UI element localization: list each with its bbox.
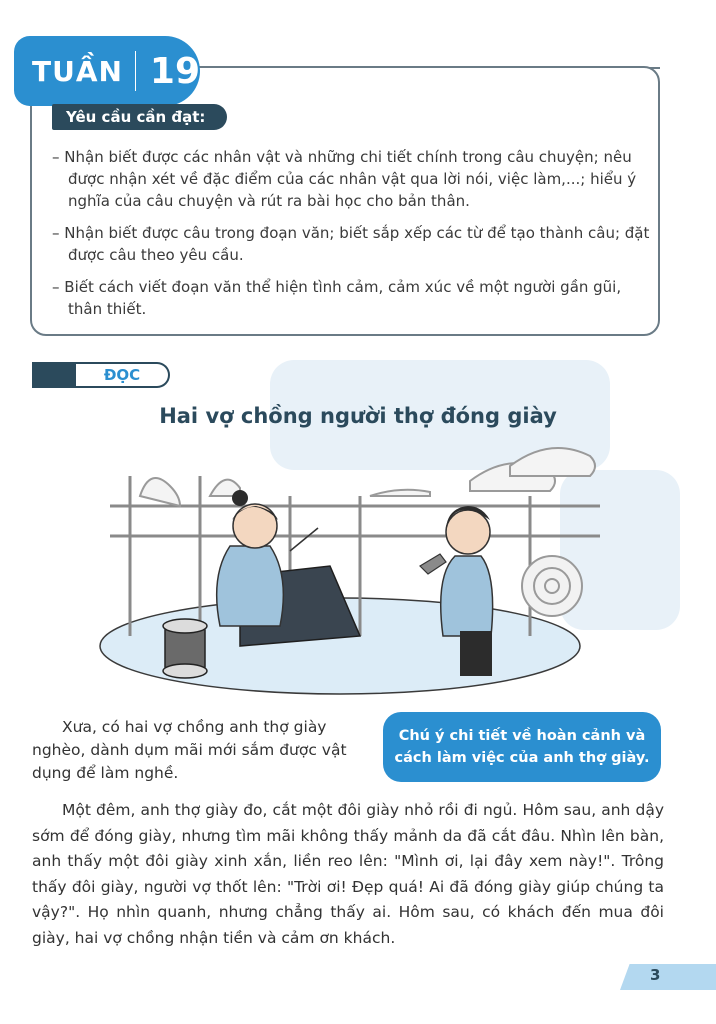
story-intro: Xưa, có hai vợ chồng anh thợ giày nghèo, dành dụm mãi mới sắm được vật dụng để làm nghề.	[32, 718, 347, 782]
story-paragraph: Một đêm, anh thợ giày đo, cắt một đôi giày nhỏ rồi đi ngủ. Hôm sau, anh dậy sớm để đóng giày, nhưng tìm mãi không thấy mảnh da đã cắt đâu. Nhìn lên bàn, anh thấy một đôi giày xinh xắn, liền reo lên: "Mình ơi, lại đây xem này!". Trông thấy đôi giày, người vợ thốt lên: "Trời ơi! Đẹp quá! Ai đã đóng giày giúp chúng ta vậy?". Họ nhìn quanh, nhưng chẳng thấy ai. Hôm sau, có khách đến mua đôi giày, hai vợ chồng nhận tiền và cảm ơn khách.	[32, 801, 664, 947]
goals-title: Yêu cầu cần đạt:	[52, 104, 227, 130]
story-illustration	[90, 436, 610, 706]
week-badge	[14, 36, 200, 106]
story-title: Hai vợ chồng người thợ đóng giày	[159, 404, 557, 428]
week-number: 19	[149, 50, 200, 92]
hint-text: Chú ý chi tiết về hoàn cảnh và cách làm việc của anh thợ giày.	[394, 728, 650, 766]
week-label: TUẦN	[32, 54, 123, 88]
section-label: ĐỌC	[76, 362, 170, 388]
goal-item: – Nhận biết được câu trong đoạn văn; biết sắp xếp các từ để tạo thành câu; đặt được câu theo yêu cầu.	[52, 222, 652, 266]
goals-list	[52, 146, 652, 330]
hint-box	[383, 712, 661, 782]
goal-item: – Nhận biết được các nhân vật và những chi tiết chính trong câu chuyện; nêu được nhận xét về đặc điểm của các nhân vật qua lời nói, việc làm,...; hiểu ý nghĩa của câu chuyện và rút ra bài học cho bản thân.	[52, 146, 652, 212]
goal-item: – Biết cách viết đoạn văn thể hiện tình cảm, cảm xúc về một người gần gũi, thân thiết.	[52, 276, 652, 320]
week-separator	[135, 51, 136, 91]
section-bar	[32, 362, 76, 388]
wife-figure	[217, 490, 360, 646]
page-number-tab	[620, 964, 716, 990]
thread-spool-icon	[163, 619, 207, 678]
page-number: 3	[650, 966, 661, 984]
